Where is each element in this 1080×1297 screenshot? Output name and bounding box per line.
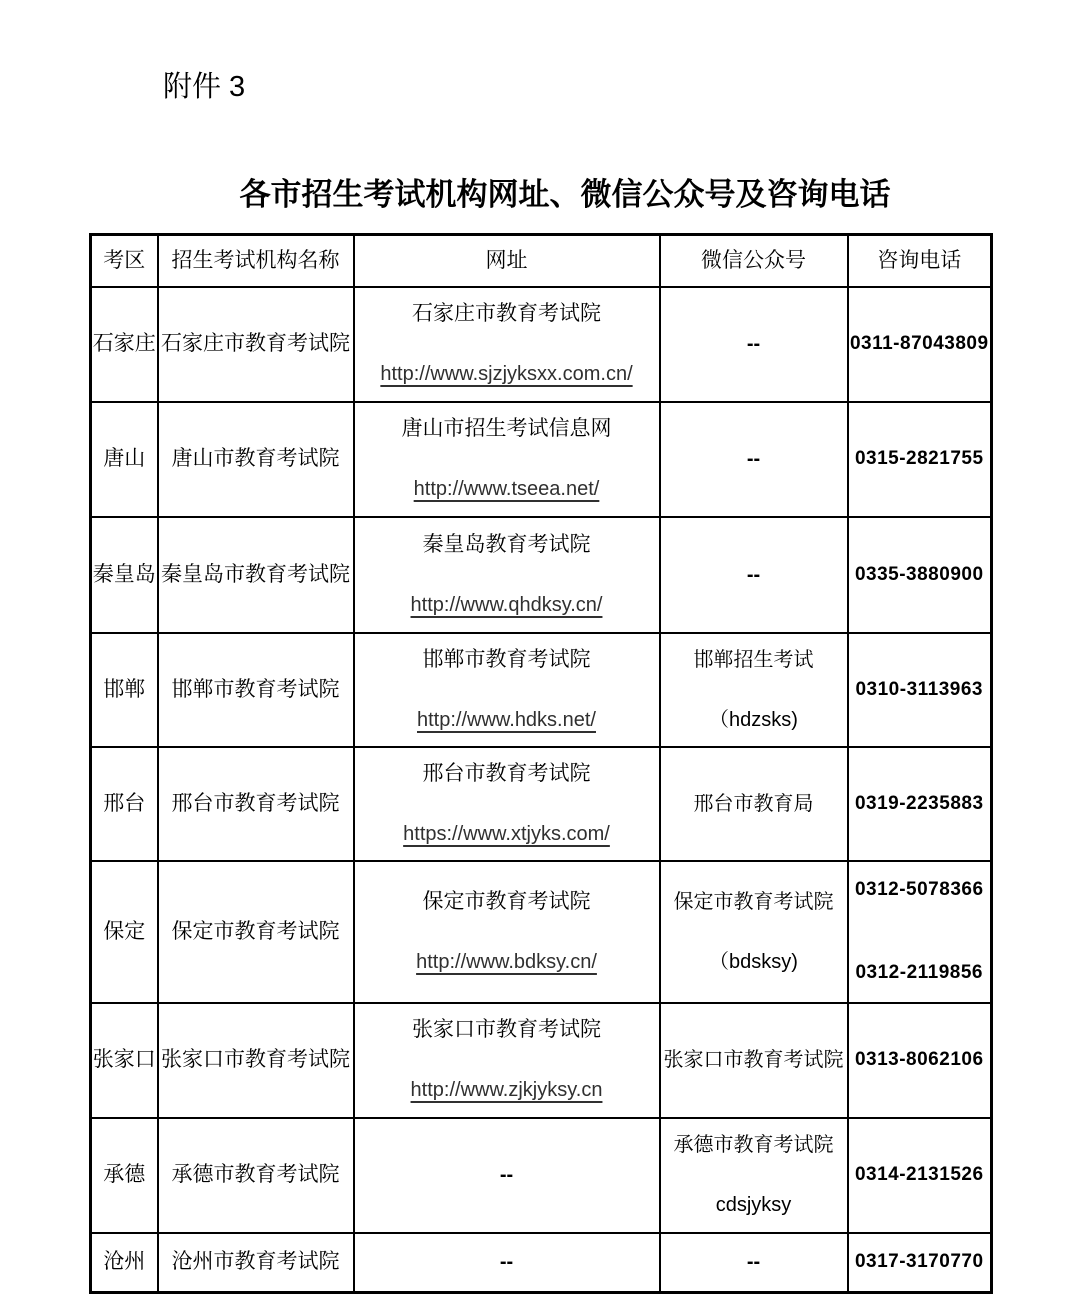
website-link[interactable]: http://www.zjkjyksy.cn bbox=[410, 1079, 603, 1101]
website-stack bbox=[355, 301, 659, 387]
phone-cell bbox=[848, 402, 992, 517]
website-cell bbox=[354, 1118, 660, 1233]
website-link[interactable]: http://www.sjzjyksxx.com.cn/ bbox=[380, 363, 633, 385]
page-title: 各市招生考试机构网址、微信公众号及咨询电话 bbox=[239, 177, 891, 212]
website-cell bbox=[354, 1233, 660, 1293]
wechat-name: 张家口市教育考试院 bbox=[663, 1049, 844, 1071]
wechat-id: cdsjyksy bbox=[715, 1194, 792, 1216]
region-cell: 邯郸 bbox=[91, 633, 158, 747]
exam-agency-table bbox=[89, 233, 993, 1294]
wechat-empty-marker: -- bbox=[746, 448, 761, 470]
website-stack bbox=[355, 761, 659, 847]
website-stack bbox=[355, 889, 659, 975]
table-row bbox=[91, 1118, 992, 1233]
website-empty-marker: -- bbox=[499, 1164, 514, 1186]
website-link[interactable]: http://www.tseea.net/ bbox=[413, 478, 600, 500]
org-name-cell: 石家庄市教育考试院 bbox=[158, 287, 354, 402]
table-row bbox=[91, 517, 992, 633]
phone-number: 0335-3880900 bbox=[854, 563, 984, 585]
phone-cell bbox=[848, 747, 992, 861]
website-cell bbox=[354, 633, 660, 747]
table-row bbox=[91, 287, 992, 402]
org-name-cell: 邯郸市教育考试院 bbox=[158, 633, 354, 747]
region-cell: 唐山 bbox=[91, 402, 158, 517]
org-name-cell: 承德市教育考试院 bbox=[158, 1118, 354, 1233]
website-cell bbox=[354, 861, 660, 1003]
wechat-stack bbox=[661, 889, 847, 975]
wechat-cell bbox=[660, 1233, 848, 1293]
phone-cell bbox=[848, 287, 992, 402]
website-empty-marker: -- bbox=[499, 1251, 514, 1274]
org-name-cell: 沧州市教育考试院 bbox=[158, 1233, 354, 1293]
column-header: 招生考试机构名称 bbox=[158, 235, 354, 287]
wechat-cell bbox=[660, 517, 848, 633]
region-cell: 秦皇岛 bbox=[91, 517, 158, 633]
wechat-stack bbox=[661, 647, 847, 733]
phone-stack bbox=[849, 877, 991, 986]
website-link[interactable]: http://www.hdks.net/ bbox=[417, 708, 596, 731]
region-cell: 保定 bbox=[91, 861, 158, 1003]
region-cell: 张家口 bbox=[91, 1003, 158, 1118]
website-cell bbox=[354, 517, 660, 633]
region-cell: 石家庄 bbox=[91, 287, 158, 402]
wechat-empty-marker: -- bbox=[746, 1251, 761, 1274]
phone-number: 0310-3113963 bbox=[855, 678, 983, 700]
column-header: 咨询电话 bbox=[848, 235, 992, 287]
website-stack bbox=[355, 647, 659, 733]
website-link[interactable]: http://www.bdksy.cn/ bbox=[416, 950, 597, 973]
column-header: 网址 bbox=[354, 235, 660, 287]
phone-number: 0313-8062106 bbox=[854, 1049, 984, 1070]
phone-cell bbox=[848, 1003, 992, 1118]
wechat-name: 邢台市教育局 bbox=[693, 792, 814, 815]
phone-number: 0314-2131526 bbox=[854, 1164, 984, 1185]
org-name-cell: 保定市教育考试院 bbox=[158, 861, 354, 1003]
phone-number: 0319-2235883 bbox=[854, 792, 984, 814]
wechat-stack bbox=[661, 1132, 847, 1218]
phone-number: 0315-2821755 bbox=[854, 448, 984, 469]
wechat-name: 保定市教育考试院 bbox=[673, 890, 834, 913]
table-row bbox=[91, 1233, 992, 1293]
wechat-empty-marker: -- bbox=[746, 563, 761, 586]
website-name: 保定市教育考试院 bbox=[422, 889, 591, 913]
attachment-label: 附件 3 bbox=[163, 71, 246, 103]
table-row bbox=[91, 861, 992, 1003]
table-row bbox=[91, 747, 992, 861]
website-link[interactable]: https://www.xtjyks.com/ bbox=[403, 822, 610, 845]
wechat-cell bbox=[660, 747, 848, 861]
phone-cell bbox=[848, 517, 992, 633]
table-header-row bbox=[91, 235, 992, 287]
phone-number: 0311-87043809 bbox=[849, 333, 989, 354]
website-name: 唐山市招生考试信息网 bbox=[401, 417, 612, 440]
website-link[interactable]: http://www.qhdksy.cn/ bbox=[410, 593, 603, 616]
website-stack bbox=[355, 416, 659, 502]
wechat-cell bbox=[660, 633, 848, 747]
column-header: 考区 bbox=[91, 235, 158, 287]
table-row bbox=[91, 633, 992, 747]
region-cell: 邢台 bbox=[91, 747, 158, 861]
org-name-cell: 唐山市教育考试院 bbox=[158, 402, 354, 517]
org-name-cell: 秦皇岛市教育考试院 bbox=[158, 517, 354, 633]
table-body bbox=[91, 287, 992, 1293]
region-cell: 沧州 bbox=[91, 1233, 158, 1293]
table-row bbox=[91, 402, 992, 517]
wechat-cell bbox=[660, 861, 848, 1003]
column-header: 微信公众号 bbox=[660, 235, 848, 287]
wechat-cell bbox=[660, 1118, 848, 1233]
website-cell bbox=[354, 1003, 660, 1118]
phone-cell bbox=[848, 861, 992, 1003]
wechat-cell bbox=[660, 287, 848, 402]
org-name-cell: 张家口市教育考试院 bbox=[158, 1003, 354, 1118]
website-stack bbox=[355, 532, 659, 618]
website-stack bbox=[355, 1017, 659, 1103]
table-row bbox=[91, 1003, 992, 1118]
phone-number: 0317-3170770 bbox=[854, 1251, 984, 1273]
wechat-cell bbox=[660, 402, 848, 517]
website-name: 张家口市教育考试院 bbox=[412, 1018, 601, 1041]
website-name: 石家庄市教育考试院 bbox=[412, 302, 601, 325]
phone-cell bbox=[848, 1233, 992, 1293]
website-cell bbox=[354, 747, 660, 861]
wechat-id: （bdsksy) bbox=[709, 950, 798, 973]
wechat-name: 邯郸招生考试 bbox=[693, 648, 814, 671]
phone-number: 0312-5078366 bbox=[854, 879, 984, 900]
wechat-cell bbox=[660, 1003, 848, 1118]
region-cell: 承德 bbox=[91, 1118, 158, 1233]
website-name: 邢台市教育考试院 bbox=[422, 761, 591, 785]
org-name-cell: 邢台市教育考试院 bbox=[158, 747, 354, 861]
wechat-empty-marker: -- bbox=[746, 333, 761, 355]
phone-cell bbox=[848, 1118, 992, 1233]
phone-number: 0312-2119856 bbox=[855, 962, 983, 983]
wechat-name: 承德市教育考试院 bbox=[673, 1134, 834, 1156]
website-cell bbox=[354, 402, 660, 517]
wechat-id: （hdzsks) bbox=[709, 708, 798, 731]
website-name: 秦皇岛教育考试院 bbox=[422, 532, 591, 556]
website-cell bbox=[354, 287, 660, 402]
website-name: 邯郸市教育考试院 bbox=[422, 647, 591, 671]
phone-cell bbox=[848, 633, 992, 747]
